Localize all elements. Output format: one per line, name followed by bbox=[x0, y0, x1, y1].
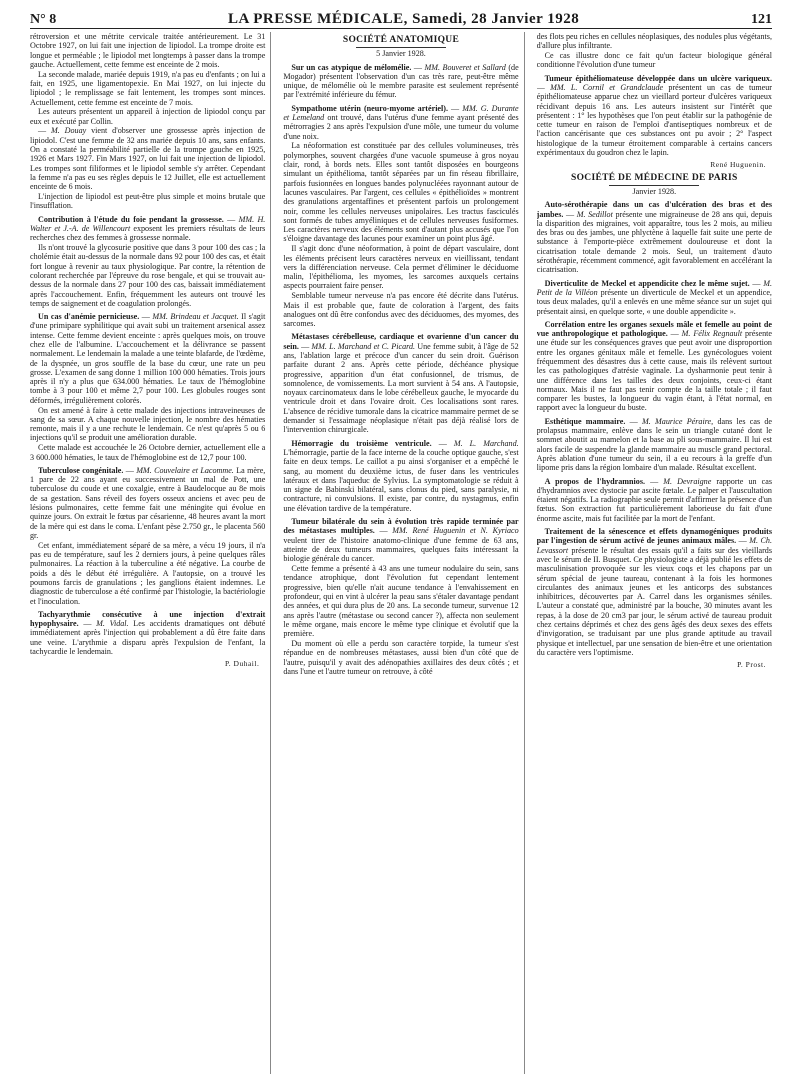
column-3 bbox=[537, 32, 772, 1074]
article-lead: Sympathome utérin (neuro-myome artériel). — MM. G. Durante et Lemeland ont trouvé, dans l'utérus d'une femme ayant présenté des métrorragies 2 ans après l'expulsion d'une môle, une tumeur du volume d'une noix. bbox=[283, 103, 519, 141]
section-title-text: SOCIÉTÉ DE MÉDECINE DE PARIS bbox=[571, 172, 738, 183]
paragraph: des flots peu riches en cellules néoplasiques, des nodules plus végétants, d'allure plus infiltrante. bbox=[536, 32, 772, 51]
author: MM. L. Cornil et Grandclaude bbox=[550, 82, 664, 92]
page-header bbox=[30, 6, 772, 29]
article-lead: Esthétique mammaire. — M. Maurice Péraire, dans les cas de prolapsus mammaire, enlève dans le sein un triangle cutané dont le sommet aboutit au mamelon et la base au pli sous-mammaire. Il lui est alors facile de suspendre la glande mammaire au muscle grand pectoral. Après ablation d'une tumeur du sein, il a eu recours à la greffe d'un lipome pris dans la région lombaire d'un malade. Résultat excellent. bbox=[536, 416, 772, 473]
text: présente une étude sur les conséquences graves que peut avoir une disproportion entre les organes génitaux mâle et femelle. Les gynécologues voient fréquemment des désastres dus à cette cause, mais ils relèvent surtout les cas pathologiques d'atrésie vaginale. La dysharmonie peut tenir à une différence dans les tailles des deux conjoints, ceux-ci étant normaux. Mais il ne faut pas tenir compte de la taille totale ; il faut comparer les bustes, la longueur du vagin étant, à l'état normal, en rapport avec la longueur du buste. bbox=[536, 329, 772, 413]
text: rapporte un cas d'hydramnios avec dystocie par ascite fœtale. Le palper et l'auscultation étaient négatifs. La radiographie seule permit d'affirmer la présence d'un fœtus. Son extraction fut particulièrement laborieuse du fait d'une énorme ascite, mais fut facilitée par la mort de l'enfant. bbox=[536, 476, 772, 523]
article bbox=[537, 74, 772, 158]
article-heading: Tachyarythmie consécutive à une injection d'extrait hypophysaire. bbox=[30, 609, 266, 629]
text: Il s'agit d'une primipare syphilitique qui avait subi un traitement arsenical assez intense. Cette femme devient enceinte : après quelques mois, on trouve chez elle de l'albumine. L'accouchement et la délivrance se passent normalement. Le lendemain la malade a une teinte blafarde, de l'œdème, de la dyspnée, un gros souffle de la base du cœur, une rate un peu grosse. L'examen de sang donne 1 million 100 000 hématies. Trois jours après il n'y a plus que 634.000 hématies. Le taux de l'hémoglobine tombe à 3 pour 100 et même 2,7 pour 100. Les globules rouges sont déformés, irrégulièrement colorés. bbox=[30, 312, 266, 405]
article bbox=[537, 477, 772, 523]
author: M. Douay bbox=[50, 126, 87, 136]
author: MM. H. Walter et J.-A. de Willencourt bbox=[30, 214, 266, 233]
article-heading: Métastases cérébelleuse, cardiaque et ovarienne d'un cancer du sein. bbox=[283, 332, 519, 351]
text: Une femme subit, à l'âge de 52 ans, l'ablation large et précoce d'un cancer du sein droit. Guérison parfaite durant 2 ans. Après cette période, déchéance physique progressive, apparition d'un état confusionnel, de trismus, de somnolence, de vomissements. La mort survient à 54 ans. A l'autopsie, noyaux carcinomateux dans le lobe cérébelleux gauche, le myocarde du ventricule droit et dans l'ovaire droit. Ces localisations sont rares. L'absence de récidive tumorale dans la cicatrice mammaire permet de se demander si l'essaimage néoplasique n'était pas déjà réalisé lors de l'intervention chirurgicale. bbox=[283, 341, 519, 435]
paragraph: Cette malade est accouchée le 26 Octobre dernier, actuellement elle a 3 600.000 hématies, le taux de l'hémoglobine est de 12,7 pour 100. bbox=[30, 443, 266, 462]
author: M. L. Marchand. bbox=[453, 438, 519, 448]
article-heading: Sur un cas atypique de mélomélie. bbox=[291, 62, 412, 72]
paragraph: Il s'agit donc d'une néoformation, à point de départ vasculaire, dont les éléments précisent leurs caractères nerveux en vieillissant, tendant vers la différenciation nerveuse. Cela permet d'éliminer le déciduome malin, l'épithélioma, les myomes, les sarcomes auxquels certains aspects pourraient faire penser. bbox=[283, 244, 519, 291]
paragraph: La seconde malade, mariée depuis 1919, n'a pas eu d'enfants ; on lui a fait, en 1925, une ligamentopexie. En Mai 1927, on lui injecte du lipiodol ; le remplissage se fait lentement, les trompes sont minces. Actuellement, cette femme est enceinte de 7 mois. bbox=[30, 69, 266, 107]
paragraph: La néoformation est constituée par des cellules volumineuses, très polymorphes, souvent chargées d'une vacuole spumeuse à gros noyau clair, rond, à bords nets. Elles sont tantôt disposées en bourgeons simulant un épithélioma, tantôt séparées par un fin réseau fibrillaire, parfois fusionnées en longues bandes polynucléées rayonnant autour de lacunes vasculaires. Par l'argent, ces cellules « épithélioïdes » montrent des granulations argentaffines et présentent parfois un prolongement noir, comme les cellules nerveuses unipolaires. Les tractus fasciculés sont formés de tubes amyéliniques et de cellules nerveuses fusiformes. Les caractères nerveux des éléments sont d'autant plus accusés que l'on s'éloigne davantage des lacunes pour examiner un point plus âgé. bbox=[283, 141, 519, 244]
text: exposent les premiers résultats de leurs recherches chez des femmes à grossesse normale. bbox=[30, 223, 266, 243]
article-lead: Métastases cérébelleuse, cardiaque et ovarienne d'un cancer du sein. — MM. L. Marchand et C. Picard. Une femme subit, à l'âge de 52 ans, l'ablation large et précoce d'un cancer du sein droit. Guérison parfaite durant 2 ans. Après cette période, déchéance physique progressive, apparition d'un état confusionnel, de trismus, de somnolence, de vomissements. La mort survient à 54 ans. A l'autopsie, noyaux carcinomateux dans le lobe cérébelleux gauche, le myocarde du ventricule droit et dans l'ovaire droit. Ces localisations sont rares. L'absence de récidive tumorale dans la cicatrice mammaire permet de se demander si l'essaimage néoplasique n'était pas déjà réalisé lors de l'intervention chirurgicale. bbox=[283, 332, 519, 435]
article-heading: Un cas d'anémie pernicieuse. bbox=[38, 312, 140, 322]
article bbox=[30, 215, 265, 308]
article-lead: Traitement de la sénescence et effets dynamogéniques produits par l'ingestion de sérum activé de jeunes animaux mâles. — M. Ch. Levassort présente le résultat des essais qu'il a faits sur des vieillards avec le sérum de II. Busquet. Ce physiologiste a déjà publié les effets de masculinisation provoquée sur les vieux coqs et les chapons par un sérum spécial de jeune taureau, contenant à la fois les hormones circulantes des animaux jeunes et les anticorps des substances inhibitrices, découvertes par A. Carrel dans les organismes séniles. L'auteur a constaté que, administré par la bouche, 30 minutes avant les repas, à la dose de 20 cm3 par jour, le sérum activé de taureau produit chez certains déprimés et chez des gens âgés des deux sexes des effets d'invigoration, se traduisant par une plus grande aptitude au travail physique et intellectuel, par une sensation de bien-être et une orientation du caractère vers l'optimisme. bbox=[536, 527, 772, 657]
article bbox=[283, 439, 518, 513]
article bbox=[537, 200, 772, 274]
article-lead: Tuberculose congénitale. — MM. Couvelaire et Lacomme. La mère, 1 pare de 22 ans ayant eu successivement un mal de Pott, une tuberculose du coude et une coxalgie, entre à Baudelocque au 8e mois de sa gestation. Sans réveil des foyers osseux anciens et avec peu de lésions pulmonaires, cette femme fait une méningite qui évolue en quinze jours. On extrait le fœtus par césarienne, 48 heures avant la mort de la mère qui est dans le coma. L'enfant pèse 2.750 gr., le placenta 560 gr. bbox=[30, 465, 266, 540]
article-lead: A propos de l'hydramnios. — M. Devraigne rapporte un cas d'hydramnios avec dystocie par ascite fœtale. Le palper et l'auscultation étaient négatifs. La radiographie seule permit d'affirmer la présence d'un fœtus. Son extraction fut particulièrement laborieuse du fait d'une énorme ascite, mais fut facilitée par la mort de l'enfant. bbox=[536, 476, 772, 523]
article-lead: Tumeur bilatérale du sein à évolution très rapide terminée par des métastases multiples. — MM. René Huguenin et N. Kyriaco veulent tirer de l'histoire anatomo-clinique d'une femme de 63 ans, atteinte de deux tumeurs mammaires, quelques faits intéressant la biologie générale du cancer. bbox=[283, 517, 519, 564]
article-lead: Tachyarythmie consécutive à une injection d'extrait hypophysaire. — M. Vidal. Les accidents dramatiques ont débuté immédiatement après l'injection qui probablement a dû être faite dans une veine. L'arythmie a disparu après l'expulsion de l'enfant, la tachycardie le lendemain. bbox=[30, 609, 266, 656]
article-heading: Tuberculose congénitale. bbox=[38, 465, 124, 475]
column-2 bbox=[283, 32, 524, 1074]
paragraph: Ce cas illustre donc ce fait qu'un facteur biologique général conditionne l'évolution d'une tumeur bbox=[536, 51, 772, 70]
article-heading: Auto-sérothérapie dans un cas d'ulcération des bras et des jambes. bbox=[536, 200, 772, 219]
article bbox=[537, 527, 772, 657]
text: L'hémorragie, partie de la face interne de la couche optique gauche, s'est faite en deux temps. Le caillot a pu ainsi s'organiser et a empêché le sang, au moment du deuxième ictus, de fuser dans les ventricules latéraux et dans l'aqueduc de Sylvius. La symptomatologie se réduit à un signe de Babinski bilatéral, sans clonus du pied, sans paralysie, ni contracture, ni convulsions. Il existe, par contre, du nystagmus, enfin une élévation tardive de la température. bbox=[283, 447, 519, 513]
paragraph: Ils n'ont trouvé la glycosurie positive que dans 3 pour 100 des cas ; la cholémie était au-dessus de la normale dans 92 pour 100 des cas, et était fort longue à revenir au taux physiologique. Par contre, la rétention de colorant recherchée par l'épreuve du rose bengale, et qui se trouvait au-dessus de la normale dans 27 pour 100 des cas, baissait immédiatement après l'accouchement. Enfin, fréquemment les auteurs ont trouvé les temps de saignement et de coagulation prolongés. bbox=[30, 243, 266, 308]
author: MM. G. Durante et Lemeland bbox=[283, 103, 519, 123]
article-lead: Corrélation entre les organes sexuels mâle et femelle au point de vue anthropologique et pathologique. — M. Félix Regnault présente une étude sur les conséquences graves que peut avoir une disproportion entre les organes génitaux mâle et femelle. Les gynécologues voient fréquemment des désastres dus à cette cause, mais ils relèvent surtout les cas pathologiques d'atrésie vaginale. La dysharmonie peut tenir à une différence dans les tailles des deux conjoints, ceux-ci étant normaux. Mais il ne faut pas tenir compte de la taille totale ; il faut comparer les bustes, la longueur du vagin étant, à l'état normal, en rapport avec la longueur du buste. bbox=[536, 319, 772, 413]
article bbox=[30, 610, 265, 656]
signature: P. Prost. bbox=[737, 660, 766, 670]
paragraph: Du moment où elle a perdu son caractère torpide, la tumeur s'est répandue en de nombreuses métastases, aussi bien d'un côté que de l'autre, puisqu'il y avait des adénopathies axillaires des deux côtés ; et dans l'une et l'autre tumeur on retrouve, à côté bbox=[283, 638, 519, 676]
article bbox=[283, 517, 518, 676]
section-title bbox=[283, 36, 518, 48]
text: (de Mogador) présentent l'observation d'un cas très rare, peut-être même unique, de mélomélie où le membre parasite est seulement représenté par l'extrémité inférieure du fémur. bbox=[283, 62, 519, 100]
text: vient d'observer une grossesse après injection de lipiodol. C'est une femme de 32 ans mariée depuis 10 ans, sans enfants. On a constaté la perméabilité partielle de la trompe gauche en 1925, 1926 et Mars 1927. Fin Mars 1927, on lui fait une injection de lipiodol. Les trompes sont filiformes et le lipiodol semble s'y arrêter. Cependant la femme n'a pas eu ses règles depuis le 12 Juillet, elle est actuellement enceinte de 6 mois. bbox=[30, 126, 266, 192]
journal-title: LA PRESSE MÉDICALE, Samedi, 28 Janvier 1928 bbox=[227, 11, 580, 27]
article bbox=[537, 320, 772, 413]
article-lead: Auto-sérothérapie dans un cas d'ulcération des bras et des jambes. — M. Sedillot présente une migraineuse de 28 ans qui, depuis la disparition des migraines, voit apparaître, tous les 2 mois, au milieu des bras ou des jambes, une phlyctène à laquelle fait suite une perte de substance à l'emporte-pièce extrêmement douloureuse et dont la cicatrisation totale demande 2 mois. Seul, un traitement d'auto sérothérapie, récemment commencé, agit favorablement en accélérant la cicatrisation. bbox=[536, 200, 772, 275]
article bbox=[283, 63, 518, 100]
title-underline bbox=[356, 45, 446, 48]
author: MM. Couvelaire et Lacomme. bbox=[136, 465, 234, 475]
article-heading: Tumeur épithéliomateuse développée dans un ulcère variqueux. bbox=[544, 73, 772, 83]
author: M. Petit de la Villéon bbox=[536, 278, 772, 297]
article-lead: Contribution à l'étude du foie pendant la grossesse. — MM. H. Walter et J.-A. de Willencourt exposent les premiers résultats de leurs recherches chez des femmes à grossesse normale. bbox=[30, 214, 266, 243]
paragraph: — M. Douay vient d'observer une grossesse après injection de lipiodol. C'est une femme de 32 ans mariée depuis 10 ans, sans enfants. On a constaté la perméabilité partielle de la trompe gauche en 1925, 1926 et Mars 1927. Fin Mars 1927, on lui fait une injection de lipiodol. Les trompes sont filiformes et le lipiodol semble s'y arrêter. Cependant la femme n'a pas eu ses règles depuis le 12 Juillet, elle est actuellement enceinte de 6 mois. bbox=[30, 126, 266, 192]
author: M. Ch. Levassort bbox=[536, 536, 772, 555]
paragraph: On est amené à faire à cette malade des injections intraveineuses de sang de sa sœur. A chaque nouvelle injection, le nombre des hématies remonte, mais il y a une rechute le lendemain. Ce n'est qu'après 5 ou 6 injections qu'il se produit une amélioration durable. bbox=[30, 405, 266, 443]
column-1 bbox=[30, 32, 271, 1074]
article bbox=[30, 312, 265, 462]
article-heading: Traitement de la sénescence et effets dynamogéniques produits par l'ingestion de sérum activé de jeunes animaux mâles. bbox=[536, 527, 772, 546]
paragraph: Cet enfant, immédiatement séparé de sa mère, a vécu 19 jours, il n'a pas eu de température, sauf les 2 derniers jours, à peine quelques râles pulmonaires. La réaction à la tuberculine a été négative. La courbe de poids a dès le début été irrégulière. A l'autopsie, on a trouvé les poumons farcis de granulations ; les ganglions étaient indemnes. Le diagnostic de tuberculose a été confirmé par l'histologie, la bactériologie et l'inoculation. bbox=[30, 540, 266, 606]
article-heading: A propos de l'hydramnios. bbox=[544, 476, 646, 486]
text: Les accidents dramatiques ont débuté immédiatement après l'injection qui probablement a dû être faite dans une veine. L'arythmie a disparu après l'expulsion de l'enfant, la tachycardie le lendemain. bbox=[30, 619, 266, 656]
text: veulent tirer de l'histoire anatomo-clinique d'une femme de 63 ans, atteinte de deux tumeurs mammaires, quelques faits intéressant la biologie générale du cancer. bbox=[283, 535, 519, 564]
text: dans les cas de prolapsus mammaire, enlève dans le sein un triangle cutané dont le sommet aboutit au mamelon et la base au pli sous-mammaire. Il lui est alors facile de suspendre la glande mammaire au muscle grand pectoral. Après ablation d'une tumeur du sein, il a eu recours à la greffe d'un lipome pris dans la région lombaire d'un malade. Résultat excellent. bbox=[536, 416, 772, 473]
article-lead: Hémorragie du troisième ventricule. — M. L. Marchand. L'hémorragie, partie de la face interne de la couche optique gauche, s'est faite en deux temps. Le caillot a pu ainsi s'organiser et a empêché le sang, au moment du deuxième ictus, de fuser dans les ventricules latéraux et dans l'aqueduc de Sylvius. La symptomatologie se réduit à un signe de Babinski bilatéral, sans clonus du pied, sans paralysie, ni contracture, ni convulsions. Il existe, par contre, du nystagmus, enfin une élévation tardive de la température. bbox=[283, 438, 519, 513]
columns bbox=[30, 32, 772, 1074]
paragraph: Semblable tumeur nerveuse n'a pas encore été décrite dans l'utérus. Mais il est probable que, faute de coloration à l'argent, des faits analogues ont dû être confondus avec des déciduomes, des myomes, des sarcomes. bbox=[283, 291, 519, 329]
article-heading: Tumeur bilatérale du sein à évolution très rapide terminée par des métastases multiples. bbox=[283, 517, 519, 536]
article bbox=[30, 466, 265, 606]
text: présente un diverticule de Meckel et un appendice, tous deux malades, qu'il a enlevés en une même séance sur un sujet qui présentait ainsi, en quelque sorte, « une double appendicite ». bbox=[536, 287, 772, 316]
author: MM. René Huguenin et N. Kyriaco bbox=[392, 526, 519, 536]
text: présente le résultat des essais qu'il a faits sur des vieillards avec le sérum de II. Busquet. Ce physiologiste a déjà publié les effets de masculinisation provoquée sur les vieux coqs et les chapons par un sérum spécial de jeune taureau, contenant à la fois les hormones circulantes des animaux jeunes et les anticorps des substances inhibitrices, découvertes par A. Carrel dans les organismes séniles. L'auteur a constaté que, administré par la bouche, 30 minutes avant les repas, à la dose de 20 cm3 par jour, le sérum activé de taureau produit chez certains déprimés et chez des gens âgés des deux sexes des effets d'invigoration, se traduisant par une plus grande aptitude au travail physique et intellectuel, par une sensation de bien-être et une orientation du caractère vers l'optimisme. bbox=[536, 545, 772, 657]
page-number: 121 bbox=[750, 12, 772, 27]
article-lead: Un cas d'anémie pernicieuse. — MM. Brindeau et Jacquet. Il s'agit d'une primipare syphilitique qui avait subi un traitement arsenical assez intense. Cette femme devient enceinte : après quelques mois, on trouve chez elle de l'albumine. L'accouchement et la délivrance se passent normalement. Le lendemain la malade a une teinte blafarde, de l'œdème, de la dyspnée, un gros souffle de la base du cœur, une rate un peu grosse. L'examen de sang donne 1 million 100 000 hématies. Trois jours après il n'y a plus que 634.000 hématies. Le taux de l'hémoglobine tombe à 3 pour 100 et même 2,7 pour 100. Les globules rouges sont déformés, irrégulièrement colorés. bbox=[30, 312, 266, 405]
author: M. Vidal. bbox=[96, 619, 129, 629]
article-lead: Tumeur épithéliomateuse développée dans un ulcère variqueux. — MM. L. Cornil et Grandclaude présentent un cas de tumeur épithéliomateuse apparue chez un vieillard porteur d'ulcères variqueux récidivant depuis 16 ans. Les auteurs insistent sur l'intérêt que présentent : 1° les hypothèses que l'on peut établir sur la pathogénie de cette tumeur en raison de l'emploi d'antiseptiques nombreux et de l'action cancérisante que ces substances ont pu avoir ; 2° l'aspect histologique de la tumeur étroitement comparable à certains cancers expérimentaux du goudron chez le lapin. bbox=[536, 73, 772, 158]
article bbox=[537, 279, 772, 316]
section-date: Janvier 1928. bbox=[632, 186, 677, 196]
article-heading: Contribution à l'étude du foie pendant la grossesse. bbox=[38, 214, 224, 224]
article bbox=[537, 417, 772, 473]
paragraph: rétroversion et une métrite cervicale traitée antérieurement. Le 31 Octobre 1927, on lui fait une injection de lipiodol. La trompe droite est longue et perméable ; le lipiodol met longtemps à passer dans la trompe gauche. Actuellement, cette femme est enceinte de 2 mois. bbox=[30, 32, 266, 69]
section-date: 5 Janvier 1928. bbox=[376, 49, 426, 59]
author: MM. Bouveret et Sallard bbox=[424, 62, 506, 72]
signature: P. Duhail. bbox=[224, 659, 260, 669]
section-title-text: SOCIÉTÉ ANATOMIQUE bbox=[342, 35, 460, 45]
article bbox=[283, 332, 518, 434]
title-underline bbox=[609, 183, 699, 186]
article-heading: Diverticulite de Meckel et appendicite chez le même sujet. bbox=[544, 278, 750, 288]
article bbox=[283, 104, 518, 329]
signature: René Huguenin. bbox=[710, 160, 766, 170]
article-heading: Sympathome utérin (neuro-myome artériel). bbox=[291, 103, 448, 113]
paragraph: Les auteurs présentent un appareil à injection de lipiodol conçu par eux et exécuté par Collin. bbox=[30, 107, 266, 126]
text: ont trouvé, dans l'utérus d'une femme ayant présenté des métrorragies 2 ans après l'expulsion d'une môle, une tumeur du volume d'une noix. bbox=[283, 113, 519, 141]
author: MM. Brindeau et Jacquet. bbox=[152, 312, 239, 322]
article-lead: Diverticulite de Meckel et appendicite chez le même sujet. — M. Petit de la Villéon présente un diverticule de Meckel et un appendice, tous deux malades, qu'il a enlevés en une même séance sur un sujet qui présentait ainsi, en quelque sorte, « une double appendicite ». bbox=[536, 278, 772, 316]
author: M. Félix Regnault bbox=[681, 329, 743, 339]
section-title bbox=[537, 174, 772, 186]
article-heading: Corrélation entre les organes sexuels mâle et femelle au point de vue anthropologique et pathologique. bbox=[536, 319, 772, 339]
text: présente une migraineuse de 28 ans qui, depuis la disparition des migraines, voit apparaître, tous les 2 mois, au milieu des bras ou des jambes, une phlyctène à laquelle fait suite une perte de substance à l'emporte-pièce extrêmement douloureuse et dont la cicatrisation totale demande 2 mois. Seul, un traitement d'auto sérothérapie, récemment commencé, agit favorablement en accélérant la cicatrisation. bbox=[536, 209, 772, 275]
text: La mère, 1 pare de 22 ans ayant eu successivement un mal de Pott, une tuberculose du coude et une coxalgie, entre à Baudelocque au 8e mois de sa gestation. Sans réveil des foyers osseux anciens et avec peu de lésions pulmonaires, cette femme fait une méningite qui évolue en quinze jours. On extrait le fœtus par césarienne, 48 heures avant la mort de la mère qui est dans le coma. L'enfant pèse 2.750 gr., le placenta 560 gr. bbox=[30, 465, 266, 540]
paragraph: Cette femme a présenté à 43 ans une tumeur nodulaire du sein, sans tendance atrophique, dont l'évolution fut cependant lentement progressive, bien qu'elle n'ait aucune tendance à l'envahissement en profondeur, qui en vint à ulcérer la peau sans s'étaler davantage pendant des années, et qui dura plus de 20 ans. La seconde tumeur, survenue 12 ans après l'autre (métastase ou second cancer ?), affecta non seulement le même organe, mais encore le même type clinique et évolutif que la première. bbox=[283, 564, 519, 639]
article-heading: Esthétique mammaire. bbox=[544, 416, 626, 426]
article-lead: Sur un cas atypique de mélomélie. — MM. Bouveret et Sallard (de Mogador) présentent l'observation d'un cas très rare, peut-être même unique, de mélomélie où le membre parasite est seulement représenté par l'extrémité inférieure du fémur. bbox=[283, 62, 519, 100]
author: M. Maurice Péraire, bbox=[642, 416, 714, 426]
article-heading: Hémorragie du troisième ventricule. bbox=[291, 438, 432, 448]
author: MM. L. Marchand et C. Picard. bbox=[311, 341, 416, 351]
paragraph: L'injection de lipiodol est peut-être plus simple et moins brutale que l'insufflation. bbox=[30, 192, 266, 211]
issue-number: N° 8 bbox=[30, 12, 57, 27]
author: M. Sedillot bbox=[576, 209, 613, 219]
text: présentent un cas de tumeur épithéliomateuse apparue chez un vieillard porteur d'ulcères variqueux récidivant depuis 16 ans. Les auteurs insistent sur l'intérêt que présentent : 1° les hypothèses que l'on peut établir sur la pathogénie de cette tumeur en raison de l'emploi d'antiseptiques nombreux et de l'action cancérisante que ces substances ont pu avoir ; 2° l'aspect histologique de la tumeur étroitement comparable à certains cancers expérimentaux du goudron chez le lapin. bbox=[536, 82, 772, 158]
author: M. Devraigne bbox=[663, 476, 712, 486]
